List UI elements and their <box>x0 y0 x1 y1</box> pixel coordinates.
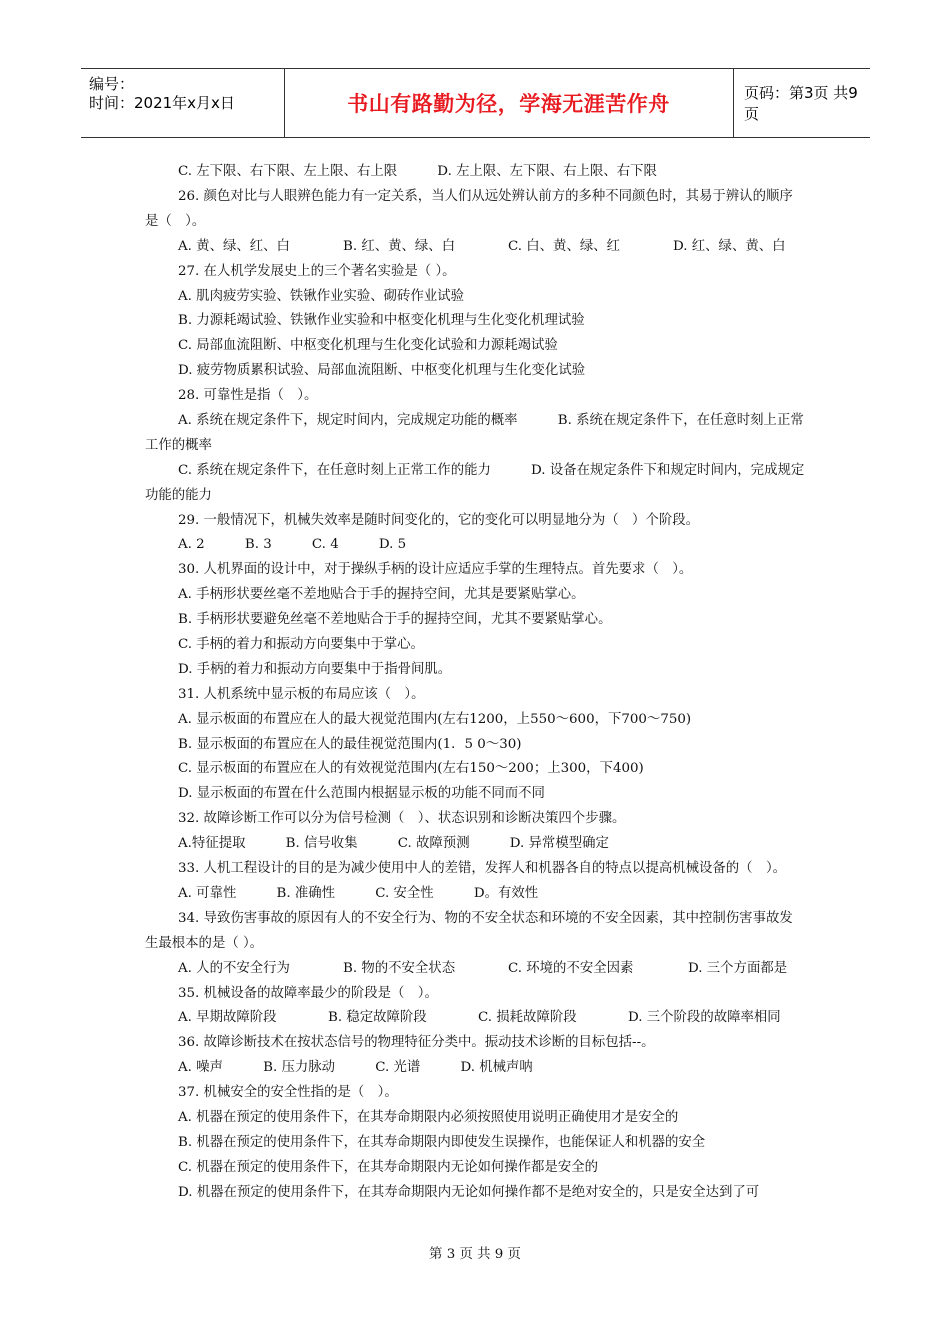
document-header <box>81 68 870 138</box>
header-motto-cell <box>284 69 734 137</box>
option-text: B. 红、黄、绿、白 <box>343 238 456 254</box>
question-37-option-b: B. 机器在预定的使用条件下，在其寿命期限内即使发生误操作，也能保证人和机器的安全 <box>178 1134 706 1150</box>
question-27-option-d: D. 疲劳物质累积试验、局部血流阻断、中枢变化机理与生化变化试验 <box>178 363 586 379</box>
question-30: 30. 人机界面的设计中，对于操纵手柄的设计应适应手掌的生理特点。首先要求（ ）。 <box>178 562 693 578</box>
option-text: D. 红、绿、黄、白 <box>673 238 786 254</box>
question-26: 26. 颜色对比与人眼辨色能力有一定关系，当人们从远处辨认前方的多种不同颜色时，其易于辨认的顺序是（ ）。 <box>145 188 793 229</box>
question-27-option-b: B. 力源耗竭试验、铁锹作业实验和中枢变化机理与生化变化机理试验 <box>178 313 585 329</box>
option-text: D. 三个阶段的故障率相同 <box>628 1010 781 1026</box>
option-text: A. 早期故障阶段 <box>178 1010 277 1026</box>
question-30-option-d: D. 手柄的着力和振动方向要集中于指骨间肌。 <box>178 661 452 677</box>
question-37-option-d: D. 机器在预定的使用条件下，在其寿命期限内无论如何操作都不是绝对安全的，只是安全达到了可 <box>178 1184 760 1200</box>
question-31-option-b: B. 显示板面的布置应在人的最佳视觉范围内(1．5 0～30) <box>178 736 522 752</box>
header-meta-cell <box>81 69 285 137</box>
question-37: 37. 机械安全的安全性指的是（ ）。 <box>178 1085 398 1101</box>
question-37-option-a: A. 机器在预定的使用条件下，在其寿命期限内必须按照使用说明正确使用才是安全的 <box>178 1110 679 1126</box>
option-text: C. 白、黄、绿、红 <box>508 238 621 254</box>
document-date-label: 时间：2021年x月x日 <box>89 94 235 112</box>
option-text: B. 稳定故障阶段 <box>328 1010 427 1026</box>
question-29-options: A. 2 B. 3 C. 4 D. 5 <box>178 537 407 553</box>
question-29: 29. 一般情况下，机械失效率是随时间变化的，它的变化可以明显地分为（ ）个阶段。 <box>178 512 700 528</box>
question-37-option-c: C. 机器在预定的使用条件下，在其寿命期限内无论如何操作都是安全的 <box>178 1159 598 1175</box>
page-number-label: 页码：第3页 共9页 <box>744 84 858 123</box>
question-34-options <box>145 957 805 982</box>
document-number-label: 编号： <box>89 75 135 93</box>
option-text: D. 三个方面都是 <box>688 960 788 976</box>
option-text: A. 黄、绿、红、白 <box>178 238 290 254</box>
question-31: 31. 人机系统中显示板的布局应该（ ）。 <box>178 686 425 702</box>
question-27-option-a: A. 肌肉疲劳实验、铁锹作业实验、砌砖作业试验 <box>178 288 464 304</box>
question-35-options <box>145 1006 805 1031</box>
question-32-options: A.特征提取 B. 信号收集 C. 故障预测 D. 异常模型确定 <box>178 836 609 852</box>
option-text: C. 环境的不安全因素 <box>508 960 634 976</box>
question-36-options: A. 噪声 B. 压力脉动 C. 光谱 D. 机械声呐 <box>178 1060 533 1076</box>
header-page-cell <box>734 69 870 137</box>
question-30-option-a: A. 手柄形状要丝毫不差地贴合于手的握持空间，尤其是要紧贴掌心。 <box>178 587 585 603</box>
question-25-options-cd: C. 左下限、右下限、左上限、右上限 D. 左上限、左下限、右上限、右下限 <box>178 164 657 179</box>
question-28-options-ab: A. 系统在规定条件下，规定时间内，完成规定功能的概率 B. 系统在规定条件下，在任意时刻上正常工作的概率 <box>145 412 804 453</box>
question-30-option-b: B. 手柄形状要避免丝毫不差地贴合于手的握持空间，尤其不要紧贴掌心。 <box>178 612 612 628</box>
question-32: 32. 故障诊断工作可以分为信号检测（ ）、状态识别和诊断决策四个步骤。 <box>178 811 626 827</box>
question-27-option-c: C. 局部血流阻断、中枢变化机理与生化变化试验和力源耗竭试验 <box>178 338 558 354</box>
question-31-option-c: C. 显示板面的布置应在人的有效视觉范围内(左右150～200；上300，下400) <box>178 761 644 777</box>
option-text: A. 人的不安全行为 <box>178 960 290 976</box>
question-36: 36. 故障诊断技术在按状态信号的物理特征分类中。振动技术诊断的目标包括--。 <box>178 1035 655 1051</box>
page-footer: 第 3 页 共 9 页 <box>429 1247 521 1262</box>
question-31-option-d: D. 显示板面的布置在什么范围内根据显示板的功能不同而不同 <box>178 786 545 802</box>
question-35: 35. 机械设备的故障率最少的阶段是（ ）。 <box>178 985 438 1001</box>
question-30-option-c: C. 手柄的着力和振动方向要集中于掌心。 <box>178 637 424 653</box>
option-text: B. 物的不安全状态 <box>343 960 456 976</box>
question-34: 34. 导致伤害事故的原因有人的不安全行为、物的不安全状态和环境的不安全因素，其中控制伤害事故发生最根本的是（ ）。 <box>145 910 793 951</box>
question-28: 28. 可靠性是指（ ）。 <box>178 388 318 404</box>
question-26-options <box>145 235 805 260</box>
question-31-option-a: A. 显示板面的布置应在人的最大视觉范围内(左右1200，上550～600，下700～750) <box>178 711 692 727</box>
question-27: 27. 在人机学发展史上的三个著名实验是（ ）。 <box>178 263 456 279</box>
question-33-options: A. 可靠性 B. 准确性 C. 安全性 D。有效性 <box>178 885 539 901</box>
question-33: 33. 人机工程设计的目的是为减少使用中人的差错，发挥人和机器各自的特点以提高机械设备的（ ）。 <box>178 861 787 877</box>
option-text: C. 损耗故障阶段 <box>478 1010 577 1026</box>
motto-text: 书山有路勤为径，学海无涯苦作舟 <box>347 92 670 116</box>
question-body <box>145 160 805 1206</box>
question-28-options-cd: C. 系统在规定条件下，在任意时刻上正常工作的能力 D. 设备在规定条件下和规定时间内，完成规定功能的能力 <box>145 462 805 503</box>
